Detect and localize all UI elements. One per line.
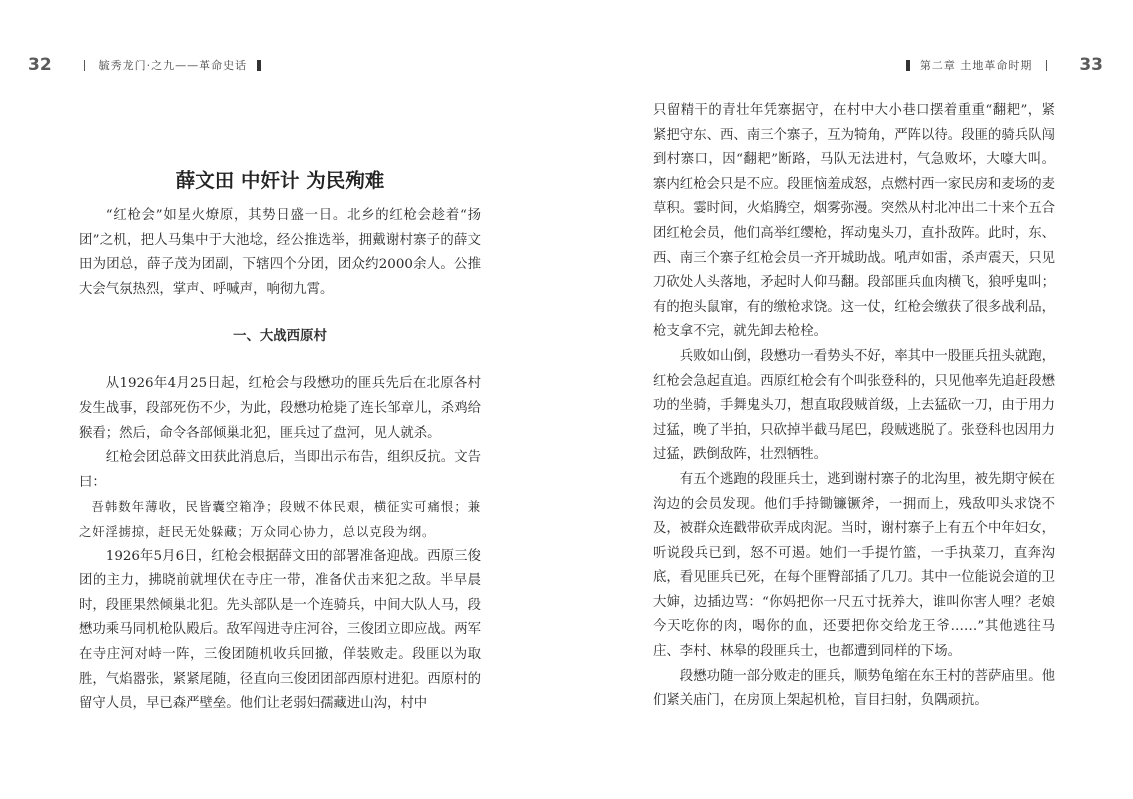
header-divider bbox=[84, 60, 85, 71]
right-running-title: 第二章 土地革命时期 bbox=[919, 59, 1033, 72]
left-page-body bbox=[79, 100, 481, 717]
header-block-mark bbox=[257, 60, 261, 71]
header-divider bbox=[1046, 60, 1047, 71]
left-running-title: 毓秀龙门·之九——革命史话 bbox=[98, 59, 248, 72]
body-paragraph: 1926年5月6日，红枪会根据薛文田的部署准备迎战。西原三俊团的主力，拂晓前就埋伏在寺庄一带，准备伏击来犯之敌。半早晨时，段匪果然倾巢北犯。先头部队是一个连骑兵，中间大队人马，段懋功乘马同机枪队殿后。敌军闯进寺庄河谷，三俊团立即应战。两军在寺庄河对峙一阵，三俊团随机收兵回撤，佯装败走。段匪以为取胜，气焰嚣张，紧紧尾随，径直向三俊团团部西原村进犯。西原村的留守人员，早已森严壁垒。他们让老弱妇孺藏进山沟，村中 bbox=[79, 548, 481, 712]
right-page-number: 33 bbox=[1079, 55, 1103, 75]
body-paragraph: 有五个逃跑的段匪兵士，逃到谢村寨子的北沟里，被先期守候在沟边的会员发现。他们手持锄镰镢斧，一拥而上，残敌叩头求饶不及，被群众连戳带砍弄成肉泥。当时，谢村寨子上有五个中年妇女，听说段兵已到，怒不可遏。她们一手提竹篮，一手执菜刀，直奔沟底，看见匪兵已死，在每个匪臀部插了几刀。其中一位能说会道的卫大婶，边插边骂：“你妈把你一尺五寸抚养大，谁叫你害人哩？老娘今天吃你的肉，喝你的血，还要把你交给龙王爷……”其他逃往马庄、李村、林皋的段匪兵士，也都遭到同样的下场。 bbox=[653, 471, 1055, 660]
body-paragraph: 兵败如山倒，段懋功一看势头不好，率其中一股匪兵扭头就跑，红枪会急起直追。西原红枪会有个叫张登科的，只见他率先追赶段懋功的坐骑，手舞鬼头刀，想直取段贼首级，上去猛砍一刀，由于用力过猛，晚了半拍，只砍掉半截马尾巴，段贼逃脱了。张登科也因用力过猛，跌倒敌阵，壮烈牺牲。 bbox=[653, 348, 1055, 463]
section-title: 一、大战西原村 bbox=[233, 328, 327, 345]
right-page-body bbox=[653, 99, 1055, 714]
section-spacer bbox=[79, 348, 481, 372]
intro-paragraph: “红枪会”如星火燎原，其势日盛一日。北乡的红枪会趁着“扬团”之机，把人马集中于大池埝，经公推选举，拥戴谢村寨子的薛文田为团总，薛子茂为团副，下辖四个分团，团众约2000余人。公推大会气氛热烈，掌声、呼喊声，响彻九霄。 bbox=[79, 208, 481, 297]
header-block-mark bbox=[906, 60, 910, 71]
body-paragraph: 红枪会团总薛文田获此消息后，当即出示布告，组织反抗。文告曰： bbox=[79, 450, 481, 490]
proclamation-quote: 吾韩数年薄收，民皆囊空箱净；段贼不体民艰，横征实可痛恨；兼之奸淫掳掠，赶民无处躲藏；万众同心协力，总以克段为纲。 bbox=[79, 499, 481, 539]
body-paragraph: 从1926年4月25日起，红枪会与段懋功的匪兵先后在北原各村发生战事，段部死伤不少，为此，段懋功枪毙了连长邹章儿，杀鸡给猴看；然后，命令各部倾巢北犯，匪兵过了盘河，见人就杀。 bbox=[79, 376, 481, 441]
chapter-title: 薛文田 中奸计 为民殉难 bbox=[175, 169, 385, 192]
body-paragraph: 段懋功随一部分败走的匪兵，顺势龟缩在东王村的菩萨庙里。他们紧关庙门，在房顶上架起机枪，盲目扫射，负隅顽抗。 bbox=[653, 668, 1055, 709]
left-page-header bbox=[28, 52, 271, 78]
right-page-header bbox=[896, 52, 1103, 78]
continued-paragraph: 只留精干的青壮年凭寨据守，在村中大小巷口摆着重重“翻耙”，紧紧把守东、西、南三个寨子，互为犄角，严阵以待。段匪的骑兵队闯到村寨口，因“翻耙”断路，马队无法进村，气急败坏，大嚎大叫。寨内红枪会只是不应。段匪恼羞成怒，点燃村西一家民房和麦场的麦草积。霎时间，火焰腾空，烟雾弥漫。突然从村北冲出二十来个五合团红枪会员，他们高举红缨枪，挥动鬼头刀，直扑敌阵。此时，东、西、南三个寨子红枪会员一齐开城助战。吼声如雷，杀声震天，只见刀砍处人头落地，矛起时人仰马翻。段部匪兵血肉横飞，狼呼鬼叫；有的抱头鼠窜，有的缴枪求饶。这一仗，红枪会缴获了很多战利品，枪支拿不完，就先卸去枪栓。 bbox=[653, 103, 1055, 340]
left-page-number: 32 bbox=[28, 55, 52, 75]
